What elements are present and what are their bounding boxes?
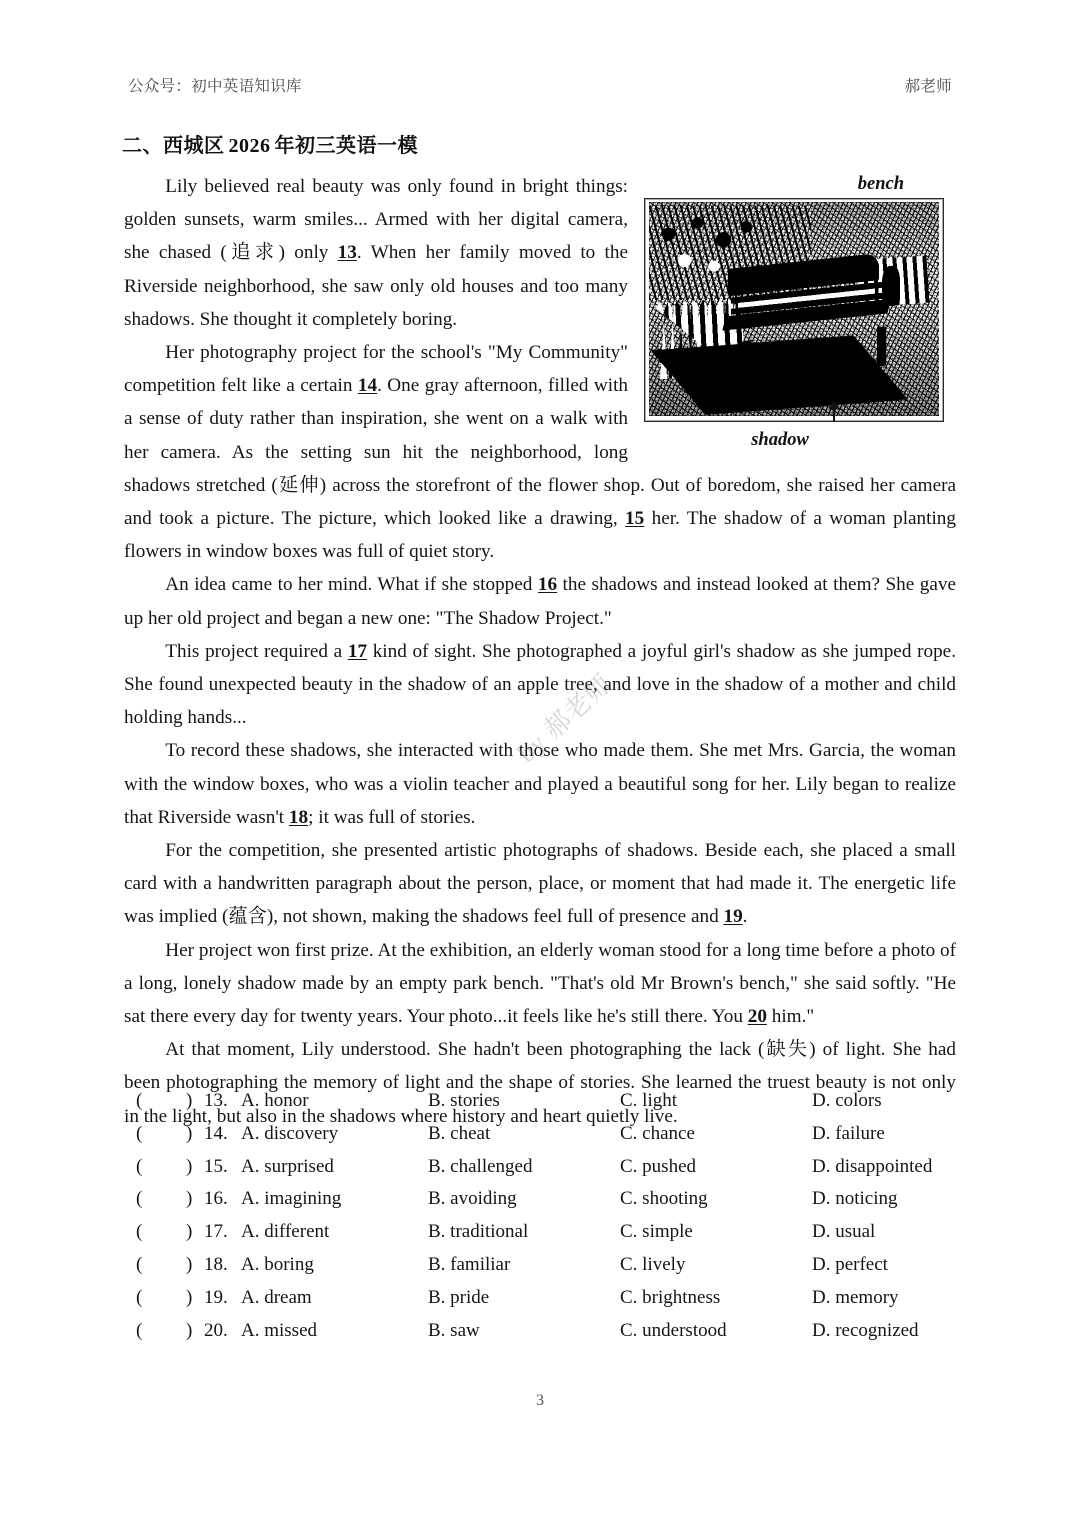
blank-15: 15 xyxy=(625,508,645,530)
option-d[interactable]: D. usual xyxy=(812,1221,876,1243)
table-row xyxy=(136,1183,976,1216)
blank-18: 18 xyxy=(288,806,309,828)
passage-paragraph-3 xyxy=(124,568,956,634)
table-row xyxy=(136,1282,976,1315)
passage-paragraph-4 xyxy=(124,635,956,735)
p5-text-b: ; it was full of stories. xyxy=(308,806,476,828)
bench-photo xyxy=(649,202,939,416)
section-title-suffix: 年初三英语一模 xyxy=(274,135,418,157)
option-c[interactable]: C. pushed xyxy=(620,1155,696,1177)
p6-text-a: For the competition, she presented artistic photographs of shadows. Beside each, she placed a small card with a handwritten paragraph about the person, place, or moment that had made it. The energetic life was implied (蕴含), not shown, making the shadows feel full of presence and xyxy=(124,840,956,928)
blank-14: 14 xyxy=(357,375,378,397)
answer-paren-close: ) xyxy=(186,1122,193,1144)
p7-text-a: Her project won first prize. At the exhibition, an elderly woman stood for a long time before a photo of a long, lonely shadow made by an empty park bench. "That's old Mr Brown's bench," she said softly. "He sat there every day for twenty years. Your photo...it feels like he's still there. You xyxy=(124,939,956,1028)
table-row xyxy=(136,1315,976,1348)
p5-text-a: To record these shadows, she interacted with those who made them. She met Mrs. Garcia, the woman with the window boxes, who was a violin teacher and played a beautiful song for her. Lily began to realize that Riverside wasn't xyxy=(124,740,956,828)
bench-shadow-figure xyxy=(644,170,956,454)
table-row xyxy=(136,1085,976,1118)
p2-text-b: . One gray afternoon, filled with a sense of duty rather than inspiration, she went on a walk with her camera. As the setting sun hit the neighborhood, long shadows stretched (延伸) across the storefront of the flower shop. Out of boredom, she raised her camera and took a picture. The picture, which looked like a drawing, xyxy=(124,375,956,530)
answer-paren-open: ( xyxy=(136,1253,143,1275)
blank-13: 13 xyxy=(337,242,357,264)
p2-text-a: Her photography project for the school's "My Community" competition felt like a certain xyxy=(124,342,628,397)
question-number: 19. xyxy=(204,1286,228,1308)
p6-text-b: . xyxy=(742,906,748,928)
p4-text-b: kind of sight. She photographed a joyful girl's shadow as she jumped rope. She found unexpected beauty in the shadow of an apple tree, and love in the shadow of a mother and child holding hands... xyxy=(124,640,956,729)
p7-text-b: him." xyxy=(766,1006,815,1028)
option-b[interactable]: B. cheat xyxy=(428,1122,491,1144)
passage-paragraph-7 xyxy=(124,934,956,1034)
p1-text-a: Lily believed real beauty was only found in bright things: golden sunsets, warm smiles... Armed with her digital camera, she chased (追求) only xyxy=(124,176,628,264)
p2-text-c: her. The shadow of a woman planting flowers in window boxes was full of quiet story. xyxy=(124,508,956,563)
option-c[interactable]: C. light xyxy=(620,1090,678,1111)
option-c[interactable]: C. simple xyxy=(620,1221,693,1243)
option-d[interactable]: D. memory xyxy=(812,1286,899,1308)
option-b[interactable]: B. stories xyxy=(428,1090,500,1111)
blank-17: 17 xyxy=(347,640,368,662)
photo-halftone-grain xyxy=(649,202,939,416)
header-author-name: 郝老师 xyxy=(904,78,952,95)
option-b[interactable]: B. traditional xyxy=(428,1221,529,1243)
option-b[interactable]: B. pride xyxy=(428,1286,490,1308)
option-b[interactable]: B. challenged xyxy=(428,1155,533,1177)
option-a[interactable]: A. different xyxy=(241,1221,330,1243)
question-number: 14. xyxy=(204,1122,228,1144)
p4-text-a: This project required a xyxy=(165,640,348,662)
option-d[interactable]: D. noticing xyxy=(812,1188,898,1210)
answer-paren-open: ( xyxy=(136,1188,143,1210)
blank-20: 20 xyxy=(747,1006,767,1028)
option-d[interactable]: D. recognized xyxy=(812,1319,919,1341)
question-number: 18. xyxy=(204,1253,228,1275)
option-d[interactable]: D. perfect xyxy=(812,1253,888,1275)
answer-paren-open: ( xyxy=(136,1221,143,1243)
passage-paragraph-5 xyxy=(124,734,956,834)
answer-paren-close: ) xyxy=(186,1155,193,1177)
section-title-prefix: 二、西城区 xyxy=(122,135,225,157)
table-row xyxy=(136,1249,976,1282)
option-b[interactable]: B. avoiding xyxy=(428,1188,517,1210)
answer-paren-close: ) xyxy=(186,1319,193,1341)
answer-paren-open: ( xyxy=(136,1122,143,1144)
passage-paragraph-8: At that moment, Lily understood. She hadn't been photographing the lack (缺失) of light. She had been photographing the memory of light and the shape of stories. She learned the truest beauty is not only in the light, but also in the shadows where history and heart quietly live. xyxy=(124,1039,956,1127)
option-c[interactable]: C. shooting xyxy=(620,1188,708,1210)
option-b[interactable]: B. familiar xyxy=(428,1253,511,1275)
bench-photo-frame xyxy=(644,198,944,422)
question-list xyxy=(136,1085,976,1347)
section-title-year: 2026 xyxy=(228,135,271,157)
answer-paren-close: ) xyxy=(186,1221,193,1243)
option-c[interactable]: C. chance xyxy=(620,1122,695,1144)
figure-label-bench: bench xyxy=(857,174,904,194)
table-row xyxy=(136,1151,976,1184)
option-d[interactable]: D. colors xyxy=(812,1090,882,1111)
section-title xyxy=(122,129,418,158)
header-publisher-handle: 公众号：初中英语知识库 xyxy=(128,78,302,95)
answer-paren-close: ) xyxy=(186,1286,193,1308)
p1-text-b: . When her family moved to the Riverside neighborhood, she saw only old houses and too many shadows. She thought it completely boring. xyxy=(124,242,628,330)
p3-text-b: the shadows and instead looked at them? She gave up her old project and began a new one: "The Shadow Project." xyxy=(124,574,956,629)
question-number: 16. xyxy=(204,1188,228,1210)
cloze-passage xyxy=(124,170,956,1133)
option-a[interactable]: A. discovery xyxy=(241,1122,339,1144)
option-a[interactable]: A. missed xyxy=(241,1319,317,1341)
option-a[interactable]: A. honor xyxy=(241,1090,309,1111)
answer-paren-close: ) xyxy=(186,1253,193,1275)
watermark: by 郝老师 xyxy=(512,668,619,769)
option-a[interactable]: A. dream xyxy=(241,1286,312,1308)
answer-paren-open: ( xyxy=(136,1319,143,1341)
running-header xyxy=(128,74,952,98)
option-a[interactable]: A. boring xyxy=(241,1253,314,1275)
answer-paren-open: ( xyxy=(136,1286,143,1308)
option-a[interactable]: A. surprised xyxy=(241,1155,334,1177)
option-c[interactable]: C. brightness xyxy=(620,1286,721,1308)
option-c[interactable]: C. lively xyxy=(620,1253,686,1275)
answer-paren-open: ( xyxy=(136,1090,143,1111)
option-b[interactable]: B. saw xyxy=(428,1319,480,1341)
passage-paragraph-6 xyxy=(124,834,956,934)
blank-19: 19 xyxy=(723,906,743,928)
question-number: 17. xyxy=(204,1221,228,1243)
p3-text-a: An idea came to her mind. What if she stopped xyxy=(165,574,538,596)
question-number: 20. xyxy=(204,1319,228,1341)
option-d[interactable]: D. disappointed xyxy=(812,1155,933,1177)
table-row xyxy=(136,1216,976,1249)
answer-paren-close: ) xyxy=(186,1188,193,1210)
option-c[interactable]: C. understood xyxy=(620,1319,727,1341)
table-row xyxy=(136,1118,976,1151)
blank-16: 16 xyxy=(537,574,558,596)
question-number: 15. xyxy=(204,1155,228,1177)
page-number: 3 xyxy=(536,1392,544,1409)
option-a[interactable]: A. imagining xyxy=(241,1188,342,1210)
answer-paren-close: ) xyxy=(186,1090,193,1111)
question-number: 13. xyxy=(204,1090,228,1111)
shadow-pointer-arrow xyxy=(833,401,835,422)
answer-paren-open: ( xyxy=(136,1155,143,1177)
option-d[interactable]: D. failure xyxy=(812,1122,885,1144)
figure-label-shadow: shadow xyxy=(751,430,809,450)
